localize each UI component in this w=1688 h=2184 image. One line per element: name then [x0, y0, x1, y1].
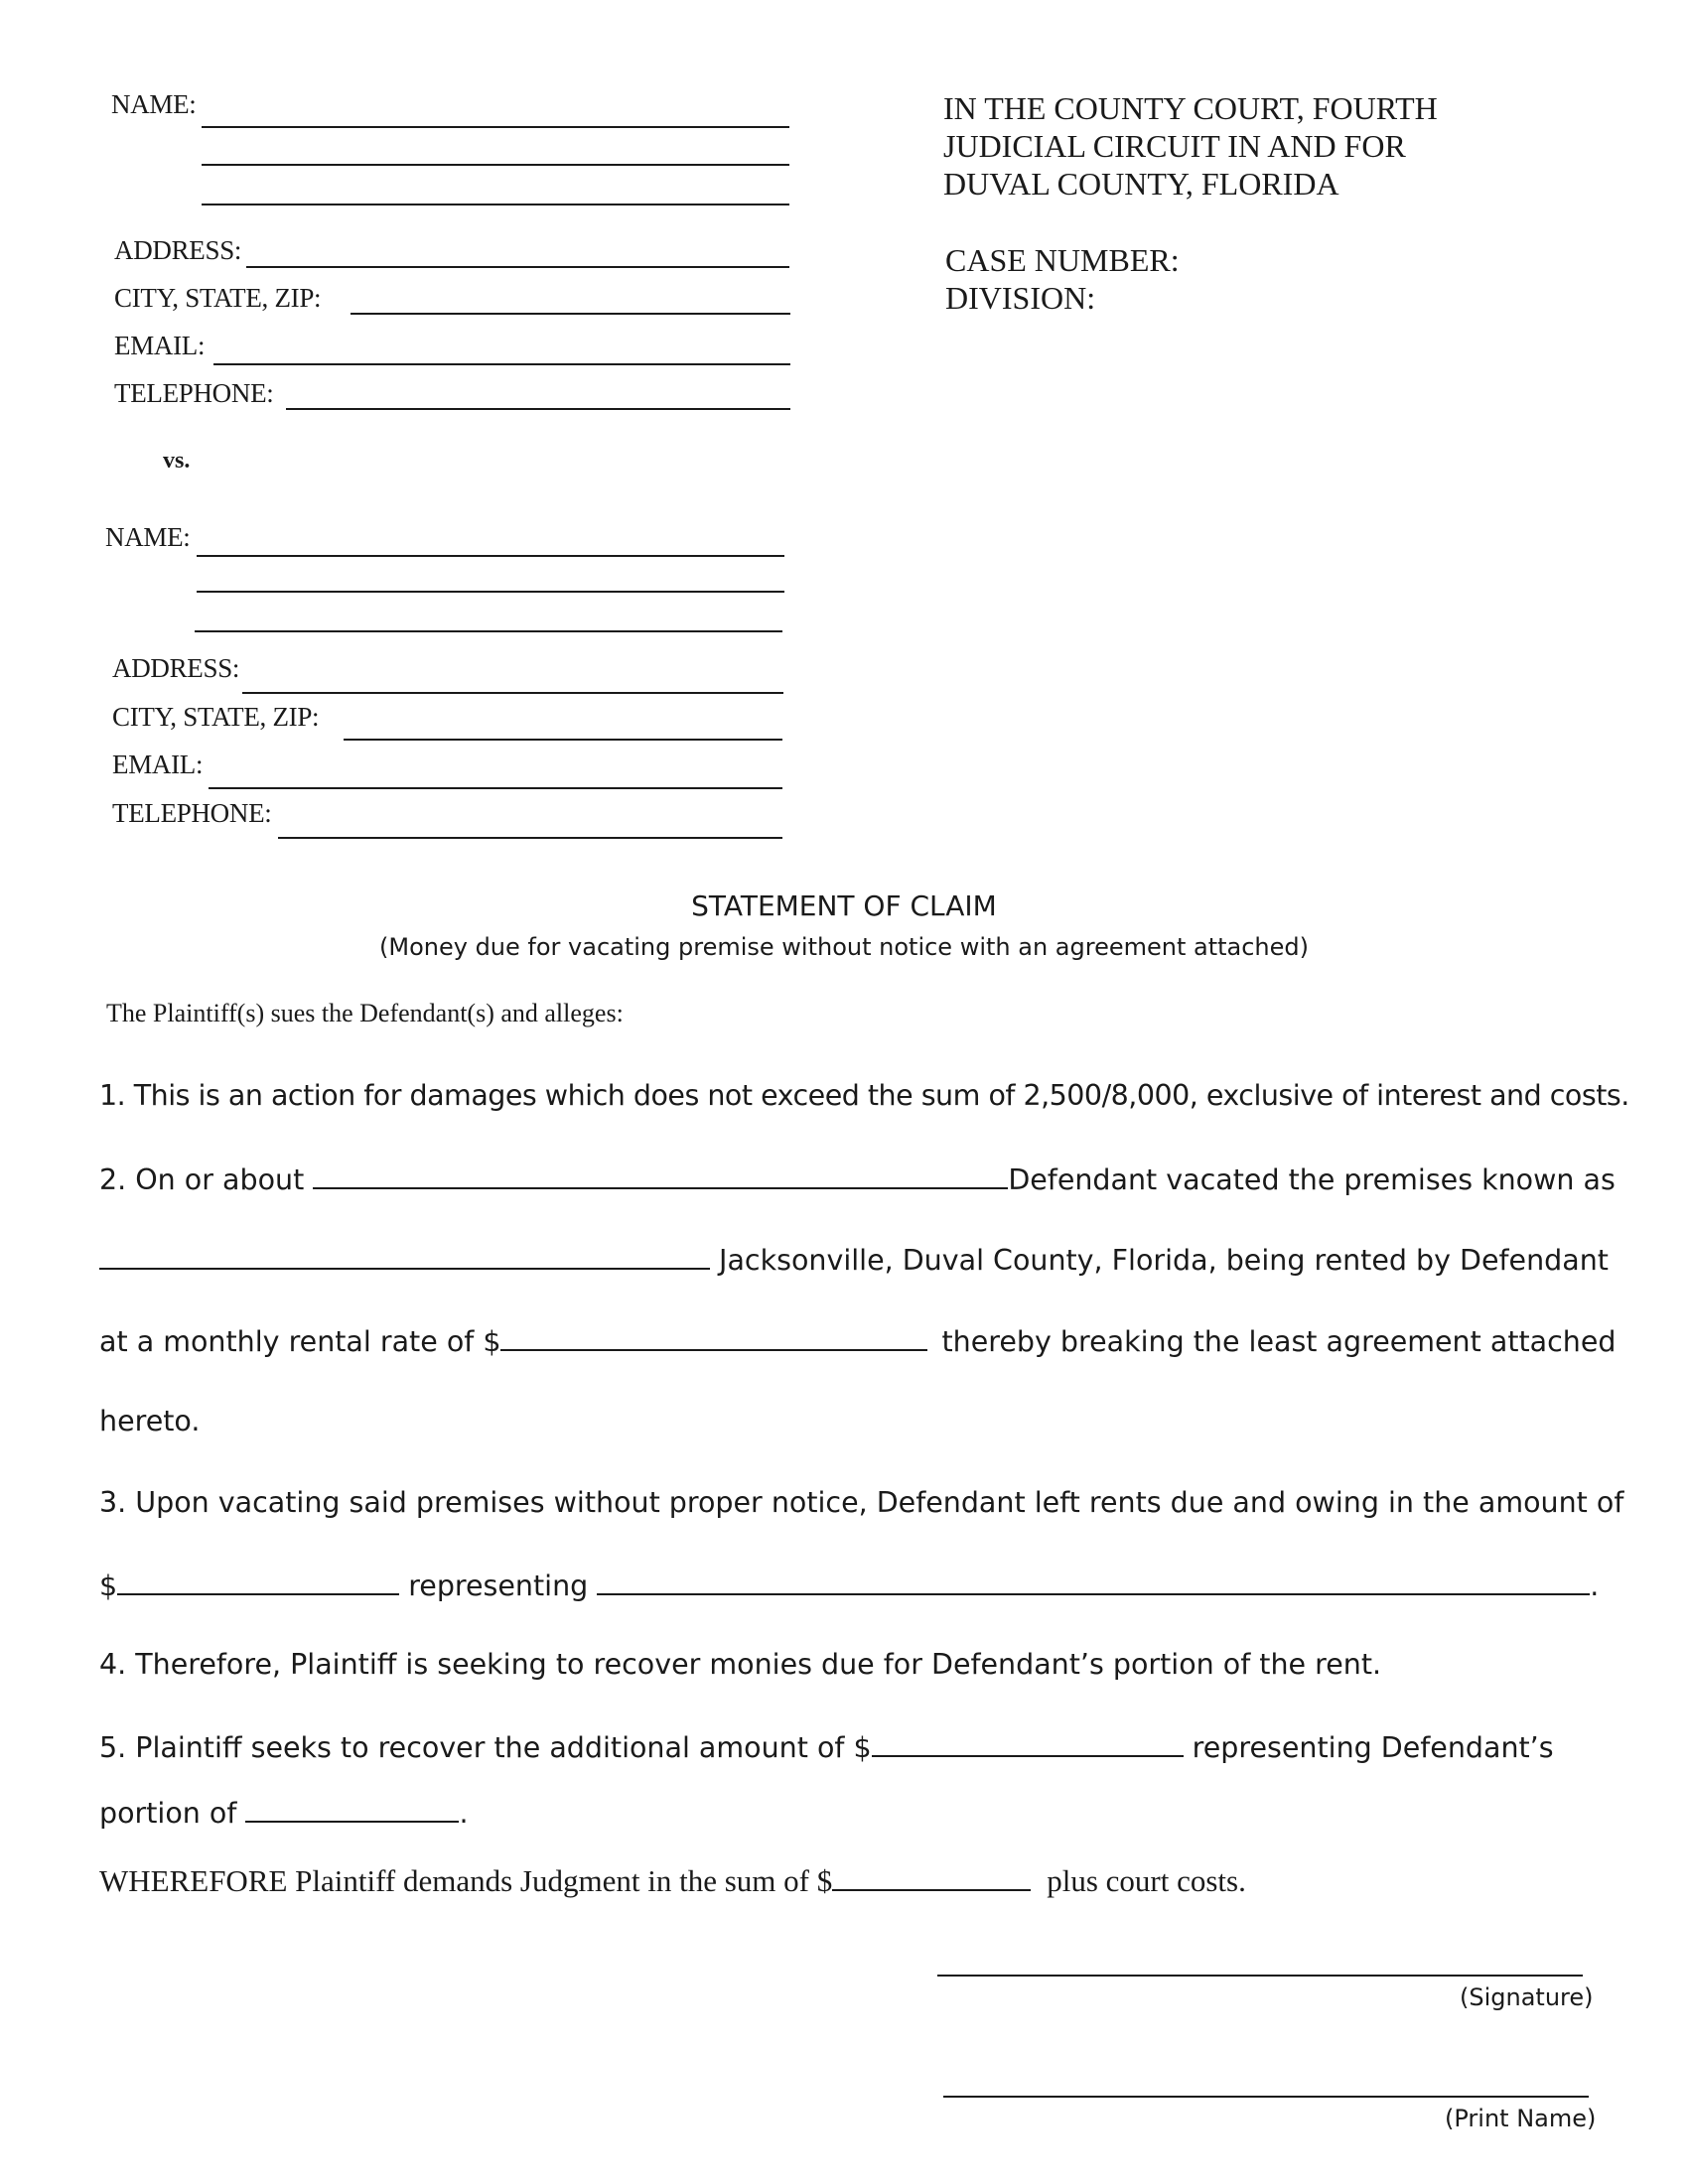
rent-owed-amount-blank[interactable] — [117, 1568, 399, 1595]
paragraph-2-line-3 — [99, 1323, 1617, 1358]
paragraph-4: 4. Therefore, Plaintiff is seeking to recover monies due for Defendant’s portion of the rent. — [99, 1648, 1382, 1681]
plaintiff-address-label: ADDRESS: — [114, 235, 242, 265]
paragraph-2-text-f: hereto. — [99, 1405, 201, 1437]
intro-text: The Plaintiff(s) sues the Defendant(s) and alleges: — [106, 999, 624, 1027]
plaintiff-name-line-2[interactable] — [202, 164, 789, 166]
document-subtitle: (Money due for vacating premise without notice with an agreement attached) — [379, 933, 1309, 961]
premises-address-blank[interactable] — [99, 1242, 710, 1270]
plaintiff-name-line-3[interactable] — [202, 204, 789, 205]
defendant-city-label: CITY, STATE, ZIP: — [112, 702, 320, 732]
defendant-telephone-line[interactable] — [278, 837, 782, 839]
plaintiff-email-label: EMAIL: — [114, 331, 206, 360]
paragraph-2-text-a: 2. On or about — [99, 1163, 314, 1196]
paragraph-2-text-e: thereby breaking the least agreement attached — [941, 1325, 1617, 1358]
paragraph-3-line-2 — [99, 1568, 1599, 1602]
plaintiff-address-line[interactable] — [246, 266, 789, 268]
paragraph-2-line-1 — [99, 1161, 1616, 1196]
wherefore-text-a: WHEREFORE Plaintiff demands Judgment in the sum of $ — [99, 1863, 833, 1898]
plaintiff-city-label: CITY, STATE, ZIP: — [114, 283, 322, 313]
paragraph-3-text-c: representing — [399, 1570, 598, 1602]
print-name-label: (Print Name) — [1445, 2105, 1597, 2132]
rent-owed-description-blank[interactable] — [597, 1568, 1590, 1595]
defendant-name-line-1[interactable] — [197, 555, 784, 557]
wherefore-clause — [99, 1863, 1246, 1899]
paragraph-5-text-c: portion of — [99, 1797, 246, 1830]
defendant-name-line-3[interactable] — [195, 630, 782, 632]
defendant-address-label: ADDRESS: — [112, 653, 240, 683]
paragraph-2-text-b: Defendant vacated the premises known as — [1008, 1163, 1616, 1196]
additional-amount-blank[interactable] — [872, 1729, 1184, 1757]
court-line-3: DUVAL COUNTY, FLORIDA — [943, 166, 1339, 202]
print-name-line[interactable] — [943, 2096, 1589, 2098]
paragraph-3-line-1: 3. Upon vacating said premises without proper notice, Defendant left rents due and owing in the amount of — [99, 1486, 1624, 1519]
paragraph-5-line-1 — [99, 1729, 1554, 1764]
defendant-city-line[interactable] — [344, 739, 782, 741]
court-caption — [943, 89, 1438, 203]
division-label: DIVISION: — [945, 280, 1096, 316]
court-line-2: JUDICIAL CIRCUIT IN AND FOR — [943, 128, 1406, 164]
defendant-email-label: EMAIL: — [112, 750, 204, 779]
paragraph-3-text-d: . — [1590, 1570, 1600, 1602]
defendant-address-line[interactable] — [242, 692, 783, 694]
paragraph-5-text-b: representing Defendant’s — [1183, 1731, 1554, 1764]
case-number-label: CASE NUMBER: — [945, 242, 1180, 278]
paragraph-3-text-b: $ — [99, 1570, 118, 1602]
vacate-date-blank[interactable] — [313, 1161, 1008, 1189]
portion-of-blank[interactable] — [245, 1795, 459, 1823]
signature-label: (Signature) — [1460, 1983, 1594, 2011]
judgment-amount-blank[interactable] — [832, 1865, 1031, 1891]
paragraph-2-text-d: at a monthly rental rate of $ — [99, 1325, 501, 1358]
plaintiff-telephone-label: TELEPHONE: — [114, 378, 274, 408]
plaintiff-name-line-1[interactable] — [202, 126, 789, 128]
paragraph-2-text-c: Jacksonville, Duval County, Florida, being rented by Defendant — [710, 1244, 1609, 1277]
paragraph-2-line-2 — [99, 1242, 1609, 1277]
defendant-name-label: NAME: — [105, 522, 191, 552]
paragraph-5-text-d: . — [459, 1797, 469, 1830]
plaintiff-name-label: NAME: — [111, 89, 197, 119]
paragraph-5-text-a: 5. Plaintiff seeks to recover the additional amount of $ — [99, 1731, 872, 1764]
plaintiff-telephone-line[interactable] — [286, 408, 790, 410]
court-line-1: IN THE COUNTY COURT, FOURTH — [943, 90, 1438, 126]
versus-label: vs. — [163, 448, 191, 474]
signature-line[interactable] — [937, 1975, 1583, 1977]
plaintiff-email-line[interactable] — [213, 363, 790, 365]
paragraph-1: 1. This is an action for damages which does not exceed the sum of 2,500/8,000, exclusive of interest and costs. — [99, 1079, 1629, 1112]
defendant-email-line[interactable] — [209, 787, 782, 789]
monthly-rent-blank[interactable] — [500, 1323, 927, 1351]
defendant-name-line-2[interactable] — [197, 591, 784, 593]
defendant-telephone-label: TELEPHONE: — [112, 798, 272, 828]
plaintiff-city-line[interactable] — [351, 313, 790, 315]
document-title: STATEMENT OF CLAIM — [691, 889, 997, 922]
wherefore-text-b: plus court costs. — [1047, 1863, 1246, 1898]
paragraph-5-line-2 — [99, 1795, 469, 1830]
